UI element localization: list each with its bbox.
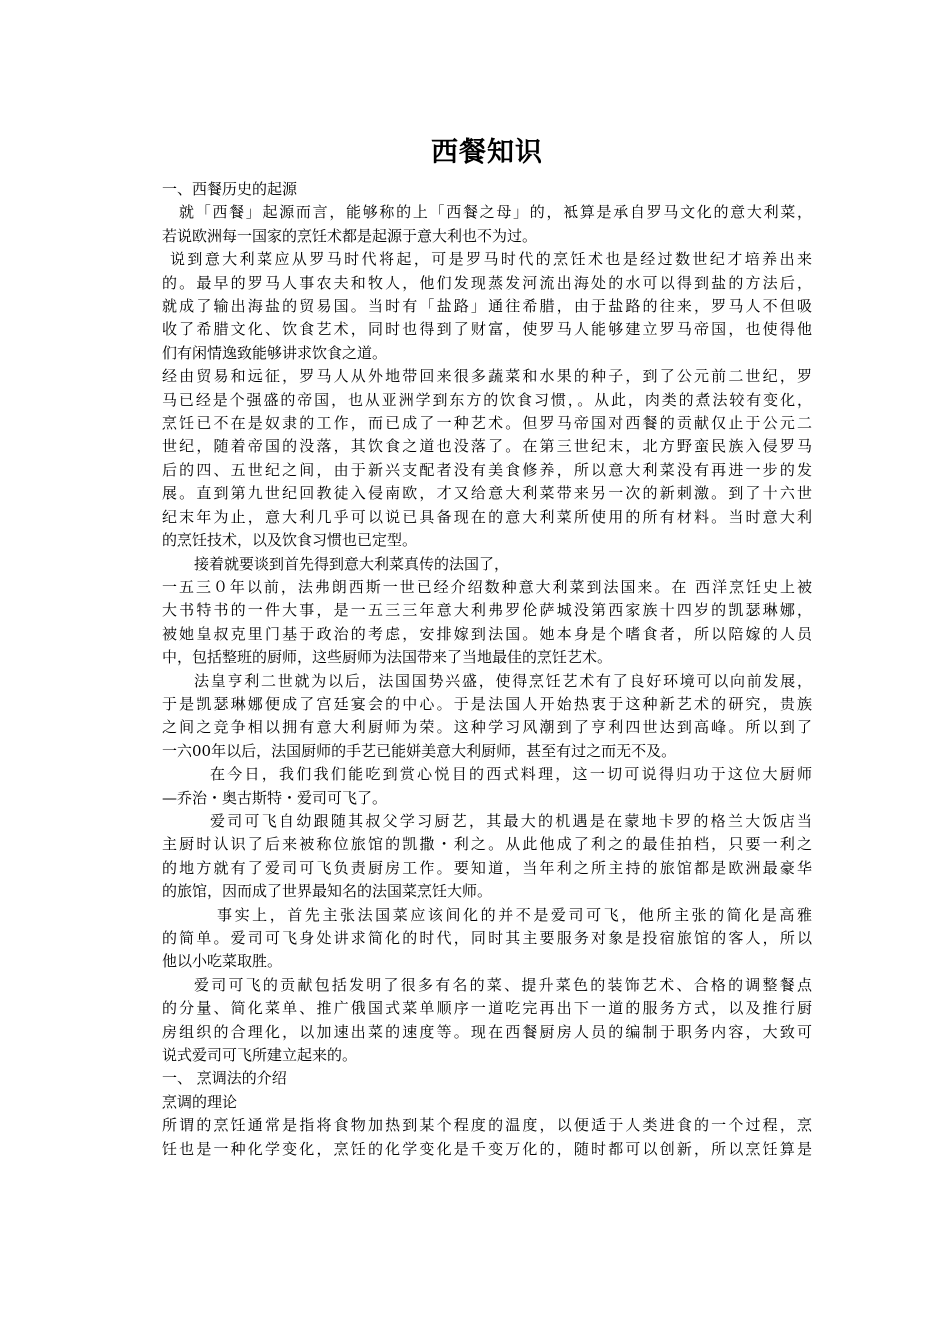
document-line: 若说欧洲每一国家的烹饪术都是起源于意大利也不为过。 bbox=[162, 226, 538, 245]
document-line: 经由贸易和远征，罗马人从外地带回来很多蔬菜和水果的种子，到了公元前二世纪，罗 bbox=[162, 367, 812, 386]
document-line: 说到意大利菜应从罗马时代将起，可是罗马时代的烹饪术也是经过数世纪才培养出来 bbox=[170, 250, 812, 269]
document-line: 烹饪已不在是奴隶的工作，而已成了一种艺术。但罗马帝国对西餐的贡献仅止于公元二 bbox=[162, 414, 812, 433]
document-line: 一五三０年以前，法弗朗西斯一世已经介绍数种意大利菜到法国来。在 西洋烹饪史上被 bbox=[162, 577, 812, 596]
document-line: 一六00年以后，法国厨师的手艺已能姘美意大利厨师，甚至有过之而无不及。 bbox=[162, 741, 677, 760]
document-line: 一、西餐历史的起源 bbox=[162, 180, 298, 198]
document-body bbox=[162, 178, 812, 1161]
document-line: 大书特书的一件大事，是一五三三年意大利弗罗伦萨城没第西家族十四岁的凯瑟琳娜， bbox=[162, 601, 812, 620]
document-line: 之间之竞争相以拥有意大利厨师为荣。这种学习风潮到了亨利四世达到高峰。所以到了 bbox=[162, 718, 812, 737]
document-line: 的地方就有了爱司可飞负责厨房工作。要知道，当年利之所主持的旅馆都是欧洲最豪华 bbox=[162, 858, 812, 877]
document-line: 所谓的烹饪通常是指将食物加热到某个程度的温度，以便适于人类进食的一个过程，烹 bbox=[162, 1116, 812, 1135]
document-line: 就成了输出海盐的贸易国。当时有「盐路」通往希腊，由于盐路的往来，罗马人不但吸 bbox=[162, 297, 812, 316]
document-line: 世纪，随着帝国的没落，其饮食之道也没落了。在第三世纪末，北方野蛮民族入侵罗马 bbox=[162, 437, 812, 456]
document-line: 主厨时认识了后来被称位旅馆的凯撒・利之。从此他成了利之的最佳拍档，只要一利之 bbox=[162, 835, 812, 854]
document-line: 法皇亨利二世就为以后，法国国势兴盛，使得烹饪艺术有了良好环境可以向前发展， bbox=[194, 671, 812, 690]
document-line: 的烹饪技术，以及饮食习惯也已定型。 bbox=[162, 531, 418, 550]
document-page bbox=[162, 130, 812, 1161]
document-title: 西餐知识 bbox=[431, 137, 543, 168]
document-line: 中，包括整班的厨师，这些厨师为法国带来了当地最佳的烹饪艺术。 bbox=[162, 648, 613, 667]
document-line: 的旅馆，因而成了世界最知名的法国菜烹饪大师。 bbox=[162, 882, 493, 901]
document-line: 事实上，首先主张法国菜应该间化的并不是爱司可飞，他所主张的简化是高雅 bbox=[217, 905, 812, 924]
document-line: 展。直到第九世纪回教徒入侵南欧，才又给意大利菜带来另一次的新刺激。到了十六世 bbox=[162, 484, 812, 503]
document-line: 马已经是个强盛的帝国，也从亚洲学到东方的饮食习惯，。从此，肉类的煮法较有变化， bbox=[162, 390, 812, 409]
document-line: 被她皇叔克里门基于政治的考虑，安排嫁到法国。她本身是个嗜食者，所以陪嫁的人员 bbox=[162, 624, 812, 643]
document-line: 他以小吃菜取胜。 bbox=[162, 952, 283, 971]
document-line: —乔治・奥古斯特・爱司可飞了。 bbox=[162, 788, 388, 807]
document-line: 饪也是一种化学变化，烹饪的化学变化是千变万化的，随时都可以创新，所以烹饪算是 bbox=[162, 1139, 812, 1158]
document-line: 烹调的理论 bbox=[162, 1092, 238, 1111]
document-line: 的简单。爱司可飞身处讲求简化的时代，同时其主要服务对象是投宿旅馆的客人，所以 bbox=[162, 929, 812, 947]
document-line: 纪末年为止，意大利几乎可以说已具备现在的意大利菜所使用的所有材料。当时意大利 bbox=[162, 507, 812, 526]
document-line: 在今日，我们我们能吃到赏心悦目的西式料理，这一切可说得归功于这位大厨师 bbox=[210, 765, 812, 784]
document-line: 房组织的合理化，以加速出菜的速度等。现在西餐厨房人员的编制于职务内容，大致可 bbox=[162, 1022, 812, 1041]
document-line: 收了希腊文化、饮食艺术，同时也得到了财富，使罗马人能够建立罗马帝国，也使得他 bbox=[162, 320, 812, 339]
document-line: 的分量、简化菜单、推广俄国式菜单顺序一道吃完再出下一道的服务方式，以及推行厨 bbox=[162, 999, 812, 1018]
document-line: 就「西餐」起源而言，能够称的上「西餐之母」的，袛算是承自罗马文化的意大利菜， bbox=[179, 203, 812, 222]
document-line: 们有闲情逸致能够讲求饮食之道。 bbox=[162, 343, 388, 362]
document-line: 爱司可飞自幼跟随其叔父学习厨艺，其最大的机遇是在蒙地卡罗的格兰大饭店当 bbox=[210, 811, 812, 830]
document-line: 的。最早的罗马人事农夫和牧人，他们发现蒸发河流出海处的水可以得到盐的方法后， bbox=[162, 273, 812, 292]
document-line: 爱司可飞的贡献包括发明了很多有名的菜、提升菜色的装饰艺术、合格的调整餐点 bbox=[194, 975, 812, 994]
document-line: 于是凯瑟琳娜便成了宫廷宴会的中心。于是法国人开始热衷于这种新艺术的研究，贵族 bbox=[162, 694, 812, 713]
document-line: 后的四、五世纪之间，由于新兴支配者没有美食修养，所以意大利菜没有再进一步的发 bbox=[162, 460, 812, 479]
document-line: 说式爱司可飞所建立起来的。 bbox=[162, 1046, 358, 1065]
document-line: 接着就要谈到首先得到意大利菜真传的法国了， bbox=[194, 554, 510, 573]
document-line: 一、 烹调法的介绍 bbox=[162, 1069, 287, 1088]
